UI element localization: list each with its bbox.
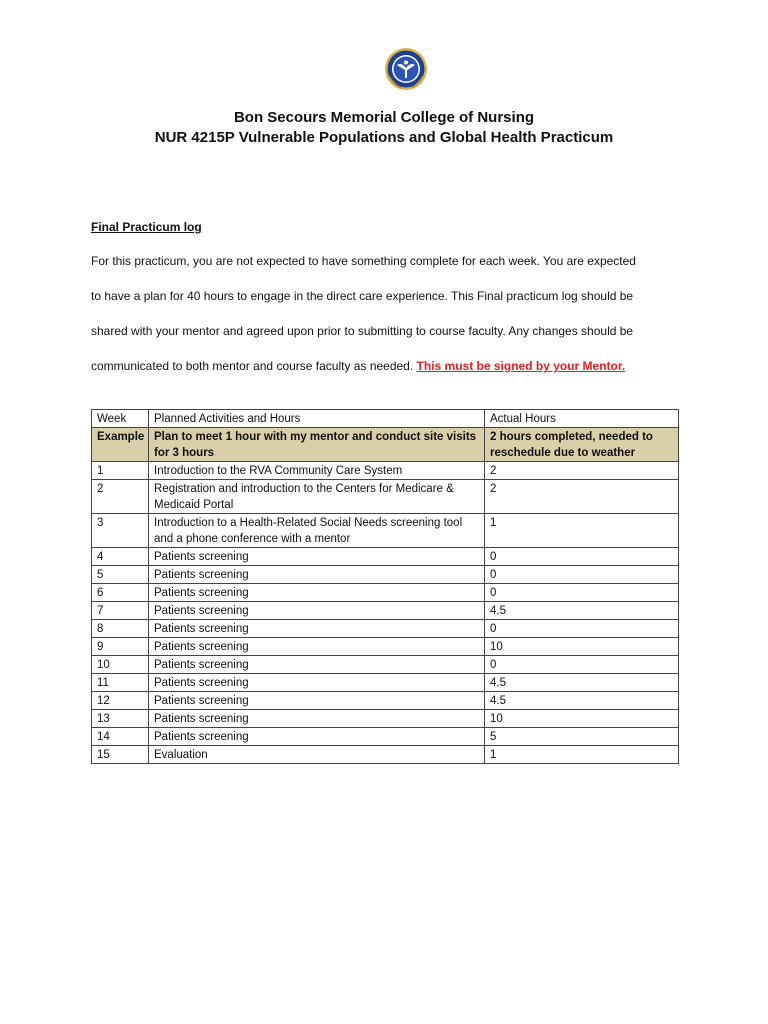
hours-cell: 2 — [485, 462, 679, 480]
week-cell: 13 — [92, 710, 149, 728]
activity-cell: Introduction to the RVA Community Care System — [149, 462, 485, 480]
hours-cell: 1 — [485, 514, 679, 548]
activity-cell: Patients screening — [149, 638, 485, 656]
instructions-line — [91, 359, 625, 373]
week-cell: 2 — [92, 480, 149, 514]
table-row — [92, 656, 679, 674]
hours-cell: 5 — [485, 728, 679, 746]
activity-cell: Patients screening — [149, 566, 485, 584]
column-header-week: Week — [92, 410, 149, 428]
example-row — [92, 428, 679, 462]
hours-cell: 0 — [485, 656, 679, 674]
activity-cell: Evaluation — [149, 746, 485, 764]
course-title: NUR 4215P Vulnerable Populations and Global Health Practicum — [154, 129, 614, 146]
week-cell: 11 — [92, 674, 149, 692]
college-name-title: Bon Secours Memorial College of Nursing — [233, 109, 535, 126]
table-row — [92, 692, 679, 710]
instructions-line-text: communicated to both mentor and course faculty as needed. — [91, 359, 417, 373]
week-cell: 7 — [92, 602, 149, 620]
table-row — [92, 602, 679, 620]
week-cell: 5 — [92, 566, 149, 584]
week-cell: 1 — [92, 462, 149, 480]
table-row — [92, 710, 679, 728]
mentor-signature-note: This must be signed by your Mentor. — [416, 359, 626, 373]
hours-cell: 0 — [485, 584, 679, 602]
table-row — [92, 746, 679, 764]
instructions-line: to have a plan for 40 hours to engage in the direct care experience. This Final practicum log should be — [91, 289, 634, 303]
activity-cell: Registration and introduction to the Centers for Medicare & Medicaid Portal — [149, 480, 485, 514]
table-row — [92, 514, 679, 548]
activity-cell: Patients screening — [149, 728, 485, 746]
week-cell: 9 — [92, 638, 149, 656]
table-row — [92, 728, 679, 746]
hours-cell: 2 hours completed, needed to reschedule due to weather — [485, 428, 679, 462]
hours-cell: 0 — [485, 620, 679, 638]
activity-cell: Patients screening — [149, 548, 485, 566]
activity-cell: Patients screening — [149, 656, 485, 674]
activity-cell: Patients screening — [149, 620, 485, 638]
table-row — [92, 548, 679, 566]
week-cell: 15 — [92, 746, 149, 764]
table-row — [92, 480, 679, 514]
week-cell: 14 — [92, 728, 149, 746]
table-row — [92, 620, 679, 638]
instructions-line: For this practicum, you are not expected to have something complete for each week. You are expected — [91, 254, 636, 268]
activity-cell: Patients screening — [149, 602, 485, 620]
college-seal-icon — [383, 46, 429, 92]
hours-cell: 4.5 — [485, 674, 679, 692]
column-header-hours: Actual Hours — [485, 410, 679, 428]
practicum-log-table — [91, 409, 679, 764]
week-cell: 3 — [92, 514, 149, 548]
instructions-line: shared with your mentor and agreed upon prior to submitting to course faculty. Any changes should be — [91, 324, 634, 338]
table-header-row — [92, 410, 679, 428]
hours-cell: 4.5 — [485, 602, 679, 620]
hours-cell: 0 — [485, 566, 679, 584]
activity-cell: Patients screening — [149, 692, 485, 710]
activity-cell: Patients screening — [149, 674, 485, 692]
week-cell: Example — [92, 428, 149, 462]
table-row — [92, 674, 679, 692]
hours-cell: 4.5 — [485, 692, 679, 710]
hours-cell: 0 — [485, 548, 679, 566]
activity-cell: Introduction to a Health-Related Social Needs screening tool and a phone conference with a mentor — [149, 514, 485, 548]
week-cell: 12 — [92, 692, 149, 710]
week-cell: 4 — [92, 548, 149, 566]
column-header-activities: Planned Activities and Hours — [149, 410, 485, 428]
week-cell: 10 — [92, 656, 149, 674]
table-row — [92, 638, 679, 656]
section-heading: Final Practicum log — [91, 220, 202, 234]
table-row — [92, 462, 679, 480]
week-cell: 8 — [92, 620, 149, 638]
hours-cell: 1 — [485, 746, 679, 764]
hours-cell: 10 — [485, 638, 679, 656]
activity-cell: Patients screening — [149, 710, 485, 728]
table-row — [92, 566, 679, 584]
activity-cell: Patients screening — [149, 584, 485, 602]
activity-cell: Plan to meet 1 hour with my mentor and conduct site visits for 3 hours — [149, 428, 485, 462]
table-row — [92, 584, 679, 602]
hours-cell: 2 — [485, 480, 679, 514]
week-cell: 6 — [92, 584, 149, 602]
hours-cell: 10 — [485, 710, 679, 728]
